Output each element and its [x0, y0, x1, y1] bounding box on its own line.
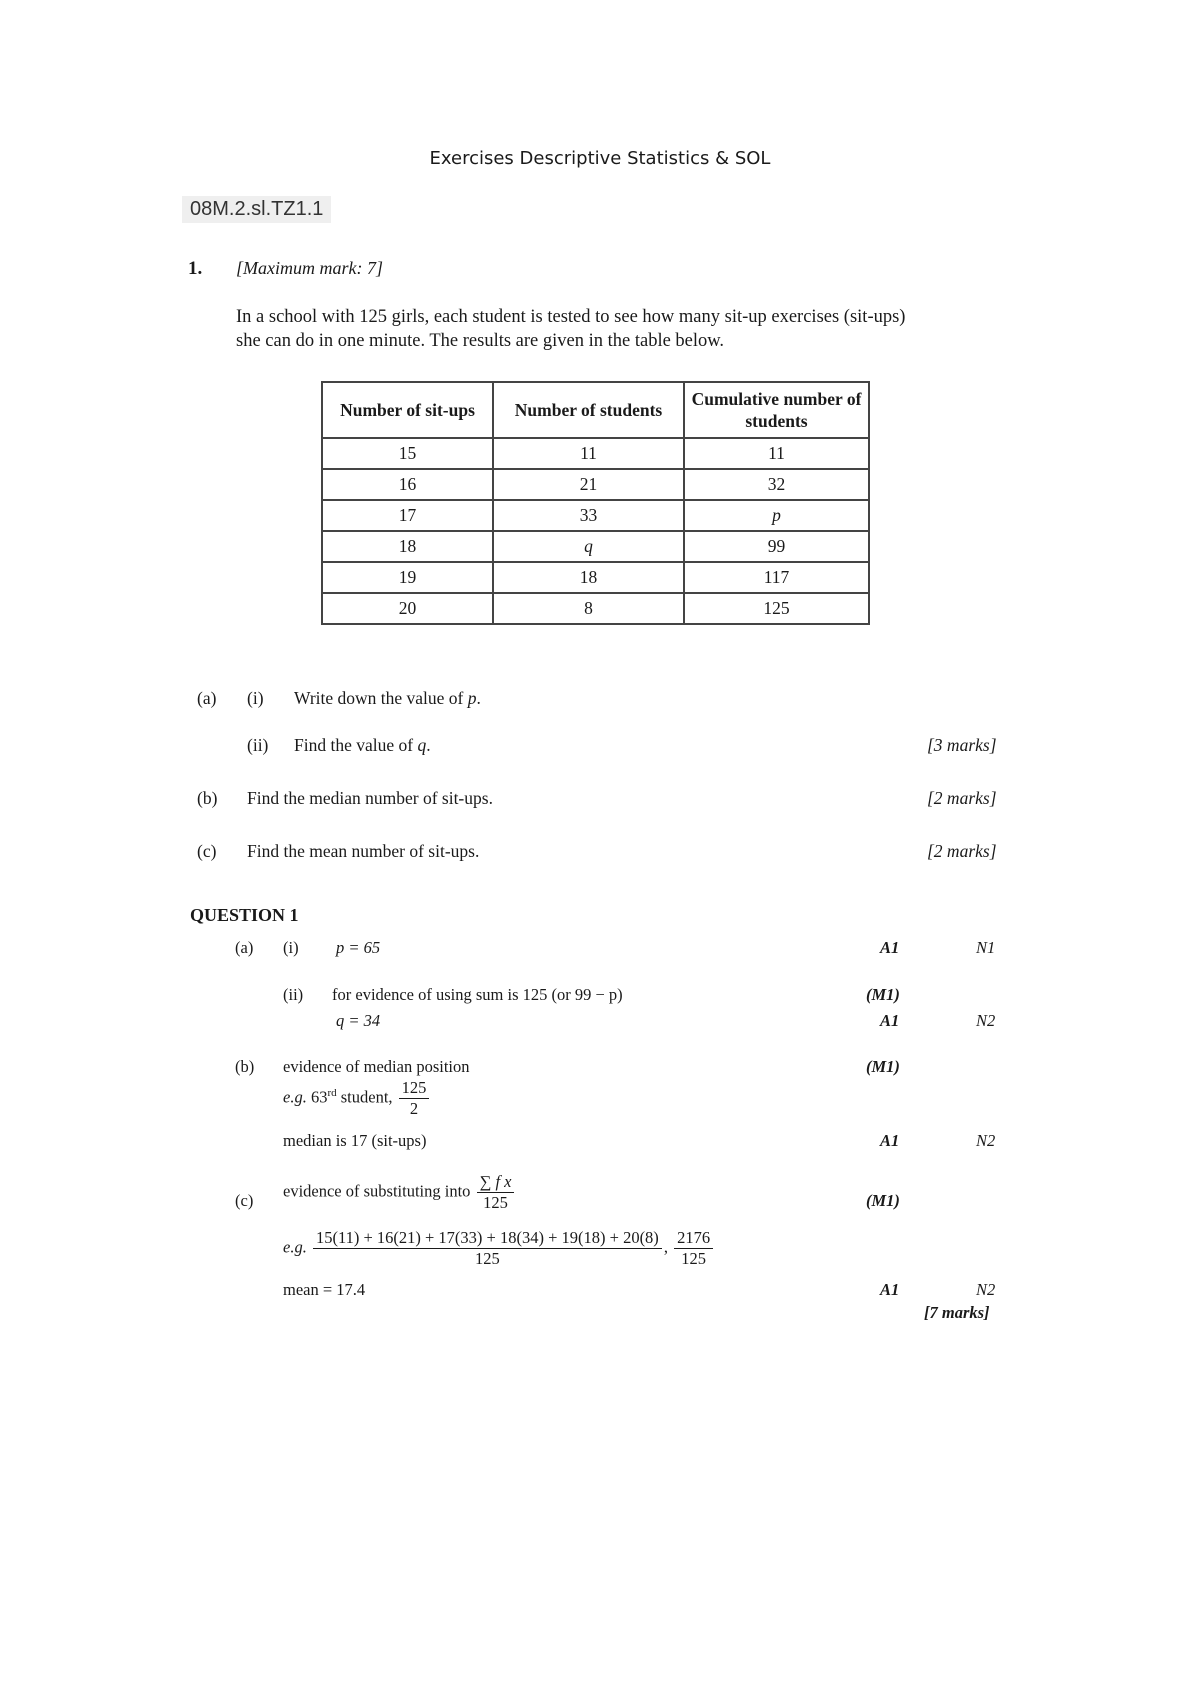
- sol-a-i-label: (i): [283, 938, 299, 957]
- fraction-denominator: 125: [483, 1193, 508, 1212]
- mean-working-fraction: [313, 1228, 662, 1269]
- table-cell-unknown-q: q: [493, 531, 684, 562]
- table-cell: 16: [322, 469, 493, 500]
- table-cell: 15: [322, 438, 493, 469]
- sol-b-mark1: (M1): [866, 1057, 900, 1076]
- sol-c-prompt: evidence of substituting into: [283, 1181, 471, 1201]
- sol-b-example: [283, 1078, 431, 1119]
- part-c-label: (c): [197, 841, 217, 861]
- eg-label: e.g.: [283, 1237, 307, 1257]
- question-reference-code: 08M.2.sl.TZ1.1: [182, 196, 331, 223]
- part-a-i-prompt: Write down the value of: [294, 688, 464, 708]
- fraction-numerator: ∑ f x: [477, 1172, 515, 1193]
- situps-table: [321, 381, 870, 625]
- part-a-ii-text: Find the value of q.: [294, 735, 431, 755]
- sum-fx-fraction: [477, 1172, 515, 1213]
- table-cell: 125: [684, 593, 869, 624]
- sol-a-i-mark: A1: [880, 938, 900, 957]
- part-a-marks: [3 marks]: [927, 735, 997, 755]
- table-row: [322, 593, 869, 624]
- table-row: [322, 469, 869, 500]
- sol-b-text: evidence of median position: [283, 1057, 470, 1076]
- variable-q: q: [417, 735, 427, 755]
- fraction-denominator: 2: [409, 1099, 419, 1118]
- table-cell: 32: [684, 469, 869, 500]
- table-cell: 33: [493, 500, 684, 531]
- sol-b-n: N2: [976, 1131, 996, 1150]
- median-fraction: [399, 1078, 430, 1119]
- eg-position: 63: [310, 1087, 328, 1107]
- table-cell: 20: [322, 593, 493, 624]
- table-cell: 18: [493, 562, 684, 593]
- fraction-denominator: 125: [475, 1249, 500, 1268]
- sol-c-answer: mean = 17.4: [283, 1280, 366, 1299]
- eg-ordinal: rd: [327, 1086, 337, 1099]
- sol-b-answer: median is 17 (sit-ups): [283, 1131, 427, 1150]
- total-marks: [7 marks]: [924, 1303, 990, 1322]
- sol-a-i-answer: p = 65: [336, 938, 381, 957]
- eg-student: student,: [340, 1087, 393, 1107]
- sol-c-label: (c): [235, 1191, 254, 1210]
- table-cell: 11: [684, 438, 869, 469]
- part-b-text: Find the median number of sit-ups.: [247, 788, 493, 808]
- table-row: [322, 531, 869, 562]
- table-row: [322, 438, 869, 469]
- fraction-numerator: 2176: [674, 1228, 713, 1249]
- sol-c-example: e.g. $\frac{15(11) + 16(21) + 17(33) + 18(34) + 19(18) + 20(8)}{125}$ , $\frac{2176}{125}$: [283, 1228, 715, 1269]
- sol-a-ii-mark2: A1: [880, 1011, 900, 1030]
- sol-c-n: N2: [976, 1280, 996, 1299]
- table-header-row: [322, 382, 869, 438]
- table-cell: 17: [322, 500, 493, 531]
- question-intro: [236, 305, 996, 353]
- part-b-marks: [2 marks]: [927, 788, 997, 808]
- fraction-denominator: 125: [681, 1249, 706, 1268]
- sol-b-mark2: A1: [880, 1131, 900, 1150]
- table-cell: 99: [684, 531, 869, 562]
- table-header-students: Number of students: [493, 382, 684, 438]
- sol-a-ii-mark1: (M1): [866, 985, 900, 1004]
- table-cell: 18: [322, 531, 493, 562]
- part-a-ii-prompt: Find the value of: [294, 735, 414, 755]
- table-cell: 21: [493, 469, 684, 500]
- fraction-numerator: 125: [399, 1078, 430, 1099]
- sol-c-mark1: (M1): [866, 1191, 900, 1210]
- table-cell: 117: [684, 562, 869, 593]
- sol-a-ii-text: for evidence of using sum is 125 (or 99 − p): [332, 985, 623, 1004]
- part-a-label: (a): [197, 688, 217, 708]
- eg-label: e.g.: [283, 1087, 307, 1107]
- table-cell: 8: [493, 593, 684, 624]
- table-header-situps: Number of sit-ups: [322, 382, 493, 438]
- sol-a-ii-label: (ii): [283, 985, 304, 1004]
- table-cell: 19: [322, 562, 493, 593]
- part-c-marks: [2 marks]: [927, 841, 997, 861]
- sol-a-i-n: N1: [976, 938, 996, 957]
- page-title: Exercises Descriptive Statistics & SOL: [429, 148, 771, 169]
- part-c-text: Find the mean number of sit-ups.: [247, 841, 480, 861]
- intro-line-2: she can do in one minute. The results are given in the table below.: [236, 331, 725, 351]
- maximum-mark: [Maximum mark: 7]: [236, 258, 383, 278]
- solution-heading: QUESTION 1: [190, 905, 299, 925]
- intro-line-1: In a school with 125 girls, each student is tested to see how many sit-up exercises (sit-ups): [236, 307, 906, 327]
- part-a-i-text: Write down the value of p.: [294, 688, 481, 708]
- variable-p: p: [467, 688, 477, 708]
- part-b-label: (b): [197, 788, 218, 808]
- sol-a-label: (a): [235, 938, 254, 957]
- sol-a-ii-n: N2: [976, 1011, 996, 1030]
- table-header-cumulative: Cumulative number of students: [684, 382, 869, 438]
- mean-total-fraction: [674, 1228, 713, 1269]
- sol-c-text: [283, 1172, 516, 1213]
- fraction-numerator: 15(11) + 16(21) + 17(33) + 18(34) + 19(18) + 20(8): [313, 1228, 662, 1249]
- part-a-ii-label: (ii): [247, 735, 269, 755]
- part-a-i-label: (i): [247, 688, 264, 708]
- sol-a-ii-answer: q = 34: [336, 1011, 381, 1030]
- question-number: 1.: [188, 258, 203, 279]
- sol-b-label: (b): [235, 1057, 255, 1076]
- table-row: [322, 562, 869, 593]
- sol-c-mark2: A1: [880, 1280, 900, 1299]
- table-cell: 11: [493, 438, 684, 469]
- table-row: [322, 500, 869, 531]
- table-cell-unknown-p: p: [684, 500, 869, 531]
